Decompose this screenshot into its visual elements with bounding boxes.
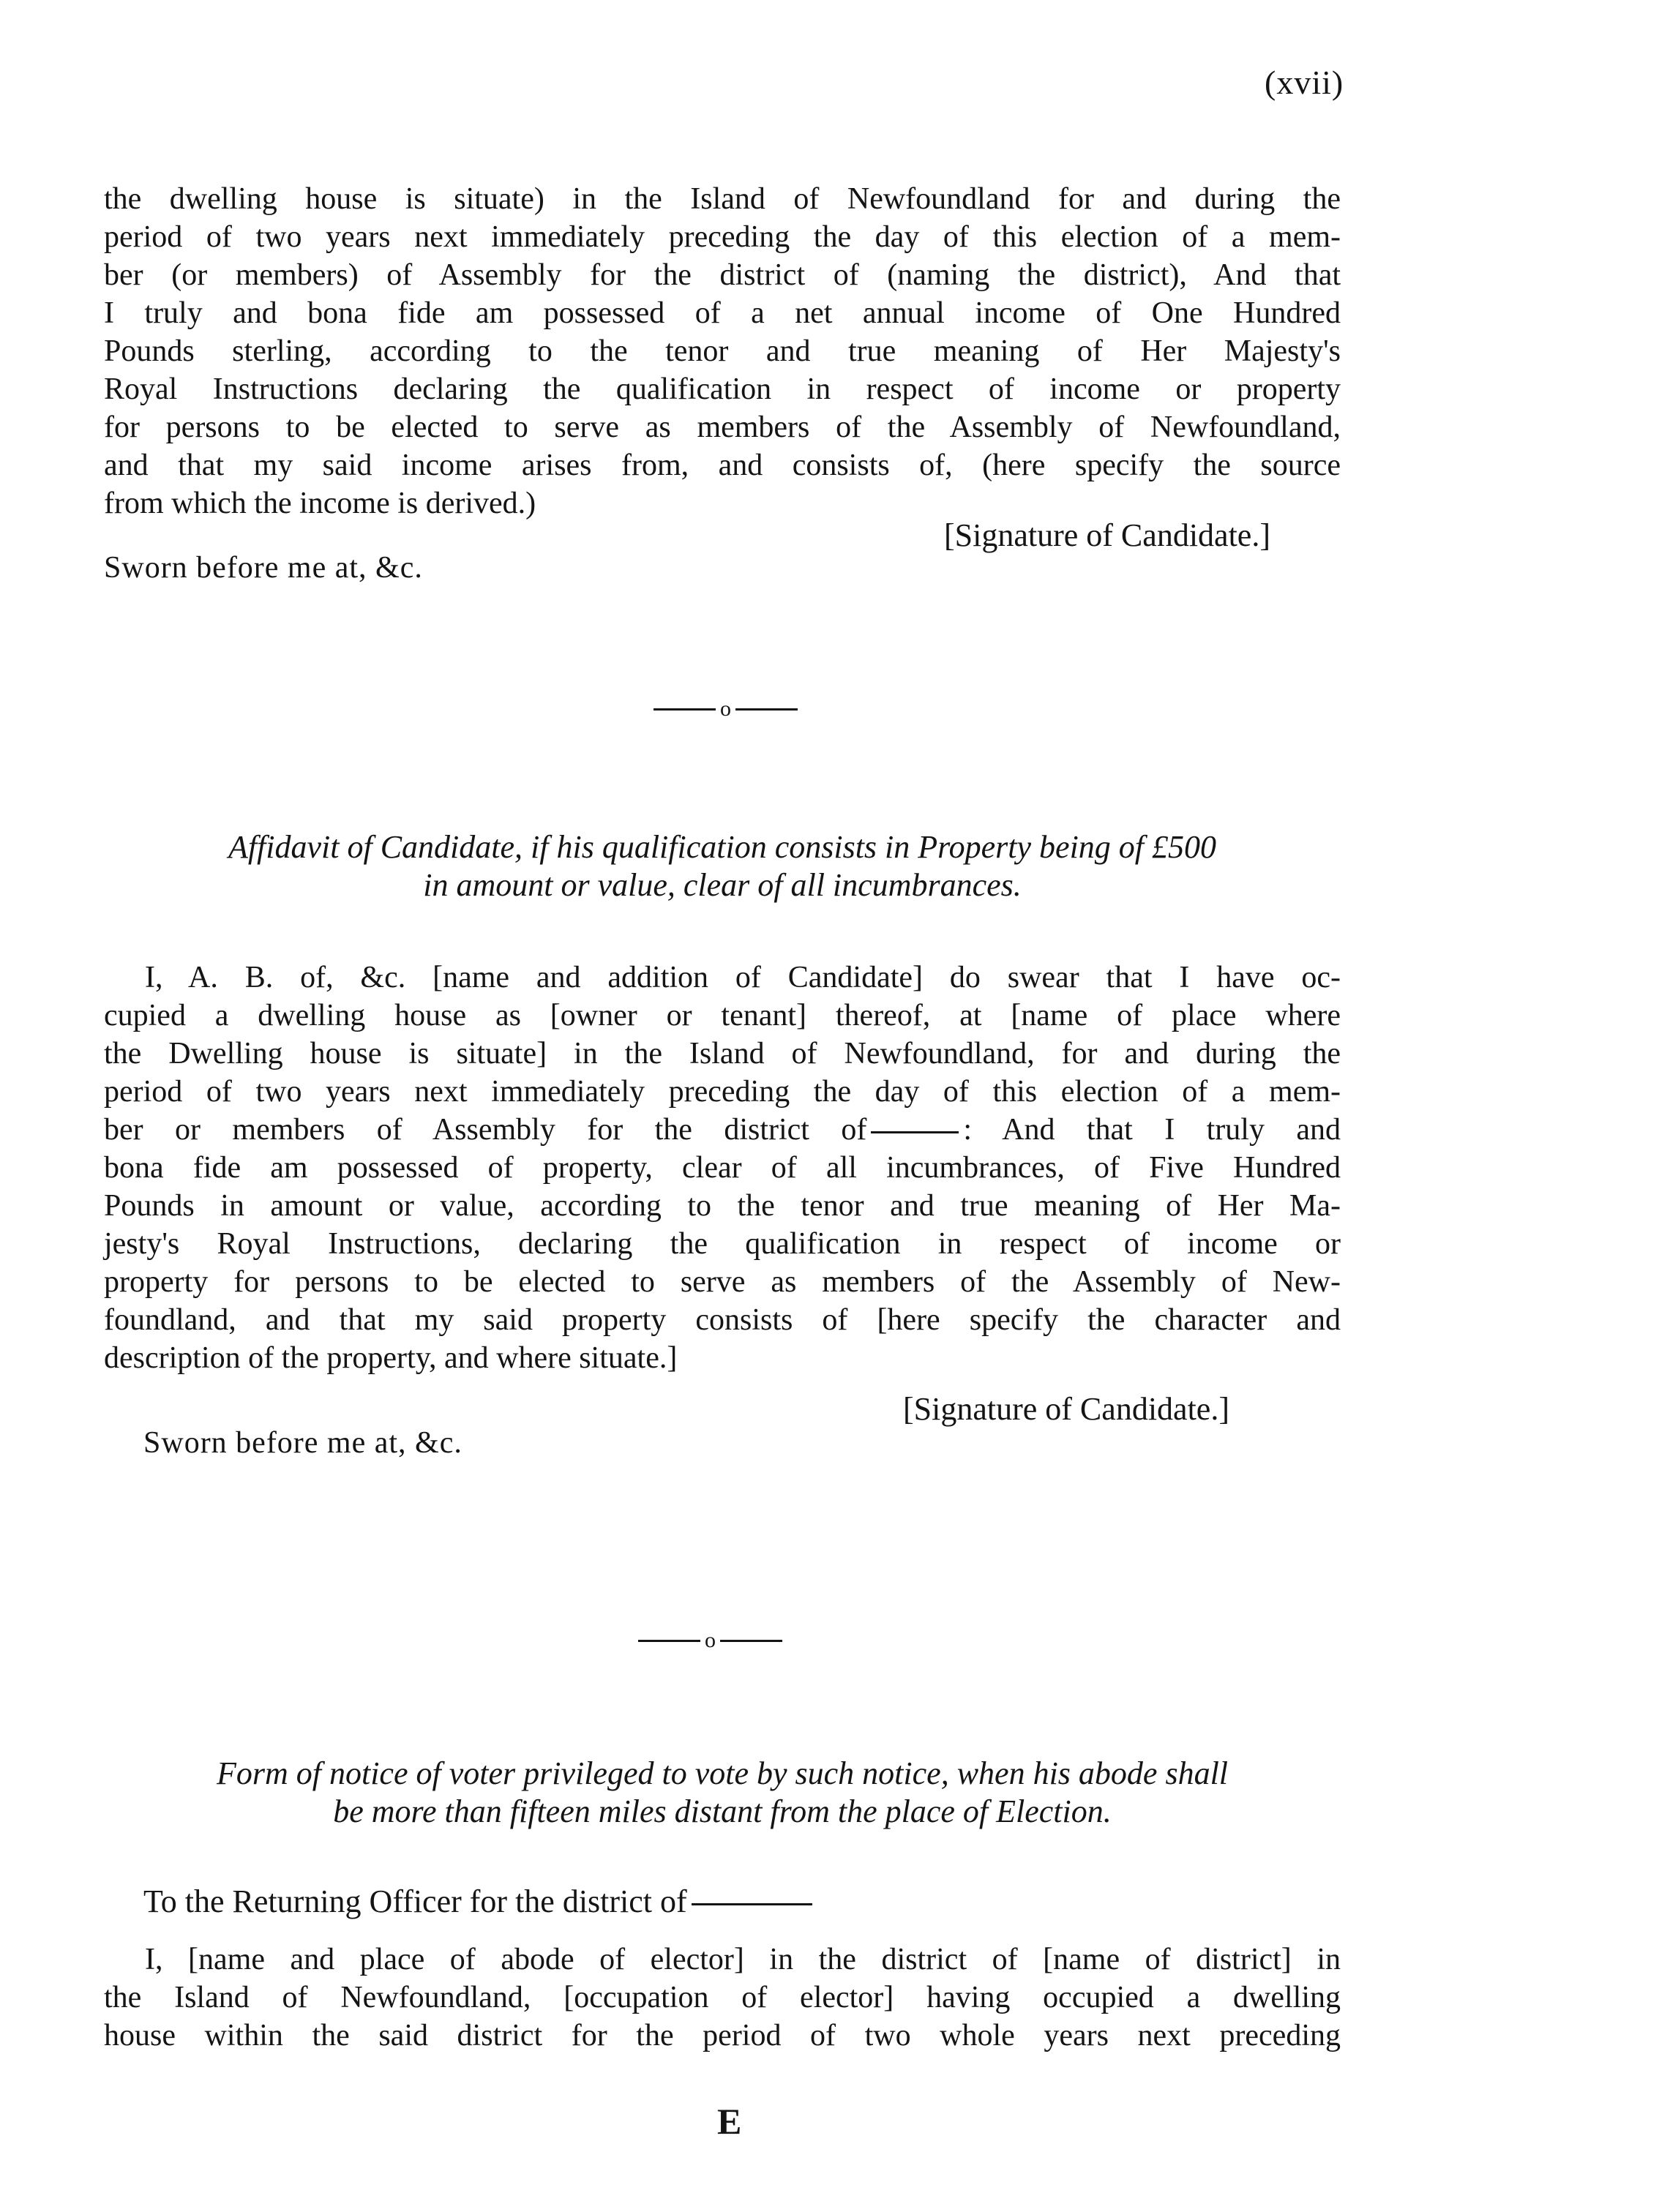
separator-rule: [638, 1640, 700, 1642]
heading-line: in amount or value, clear of all incumbrances.: [423, 867, 1022, 903]
separator-rule: [735, 708, 798, 711]
section1-line: from which the income is derived.): [104, 487, 536, 520]
candidate-signature: [Signature of Candidate.]: [944, 517, 1270, 553]
section-separator: [654, 697, 798, 721]
notice-paragraph: [104, 1941, 1341, 2055]
section1-paragraph: [104, 180, 1341, 522]
affidavit-line: Pounds in amount or value, according to the tenor and true meaning of Her Ma-: [104, 1189, 1341, 1223]
separator-mark: o: [705, 1628, 716, 1652]
separator-rule: [654, 708, 716, 711]
affidavit-line: jesty's Royal Instructions, declaring the qualification in respect of income or: [104, 1227, 1341, 1261]
heading-line: Form of notice of voter privileged to vote by such notice, when his abode shall: [216, 1755, 1229, 1791]
affidavit-line: the Dwelling house is situate] in the Island of Newfoundland, for and during the: [104, 1037, 1341, 1071]
section1-line: Pounds sterling, according to the tenor and true meaning of Her Majesty's: [104, 334, 1341, 368]
section1-line: Royal Instructions declaring the qualification in respect of income or property: [104, 372, 1341, 406]
section1-line: the dwelling house is situate) in the Island of Newfoundland for and during the: [104, 182, 1341, 216]
separator-mark: o: [720, 697, 731, 721]
addressee-text: To the Returning Officer for the district of: [143, 1883, 687, 1919]
section1-line: ber (or members) of Assembly for the district of (naming the district), And that: [104, 258, 1341, 292]
truly-text: : And that I truly and: [963, 1113, 1341, 1147]
section1-line: for persons to be elected to serve as members of the Assembly of Newfoundland,: [104, 410, 1341, 444]
sworn-before: Sworn before me at, &c.: [104, 551, 423, 585]
notice-heading: [104, 1755, 1341, 1831]
notice-line: house within the said district for the period of two whole years next preceding: [104, 2019, 1341, 2052]
notice-line: I, [name and place of abode of elector] in the district of [name of district] in: [145, 1943, 1341, 1976]
signature-mark: E: [717, 2101, 742, 2142]
affidavit-line: bona fide am possessed of property, clear of all incumbrances, of Five Hundred: [104, 1151, 1341, 1185]
affidavit-heading: [104, 828, 1341, 904]
candidate-signature: [Signature of Candidate.]: [903, 1391, 1229, 1427]
section1-line: period of two years next immediately preceding the day of this election of a mem-: [104, 220, 1341, 254]
notice-addressee: [143, 1883, 812, 1920]
district-blank: [692, 1903, 812, 1905]
separator-rule: [720, 1640, 782, 1642]
heading-line: be more than fifteen miles distant from the place of Election.: [333, 1793, 1112, 1829]
district-blank: [871, 1131, 959, 1133]
affidavit-line: foundland, and that my said property consists of [here specify the character and: [104, 1303, 1341, 1337]
affidavit-paragraph: [104, 959, 1341, 1377]
page-number: (xvii): [1265, 64, 1344, 101]
heading-line: Affidavit of Candidate, if his qualification consists in Property being of £500: [228, 829, 1217, 865]
affidavit-line: cupied a dwelling house as [owner or tenant] thereof, at [name of place where: [104, 999, 1341, 1032]
district-text: ber or members of Assembly for the district of: [104, 1113, 867, 1147]
sworn-before: Sworn before me at, &c.: [143, 1426, 463, 1460]
affidavit-line: I, A. B. of, &c. [name and addition of Candidate] do swear that I have oc-: [145, 961, 1341, 994]
affidavit-line: [104, 1111, 1341, 1149]
affidavit-line: property for persons to be elected to serve as members of the Assembly of New-: [104, 1265, 1341, 1299]
section1-line: and that my said income arises from, and consists of, (here specify the source: [104, 449, 1341, 482]
section1-line: I truly and bona fide am possessed of a net annual income of One Hundred: [104, 296, 1341, 330]
section-separator: [638, 1628, 782, 1652]
affidavit-line: period of two years next immediately preceding the day of this election of a mem-: [104, 1075, 1341, 1109]
notice-line: the Island of Newfoundland, [occupation of elector] having occupied a dwelling: [104, 1981, 1341, 2014]
affidavit-line: description of the property, and where situate.]: [104, 1341, 678, 1375]
